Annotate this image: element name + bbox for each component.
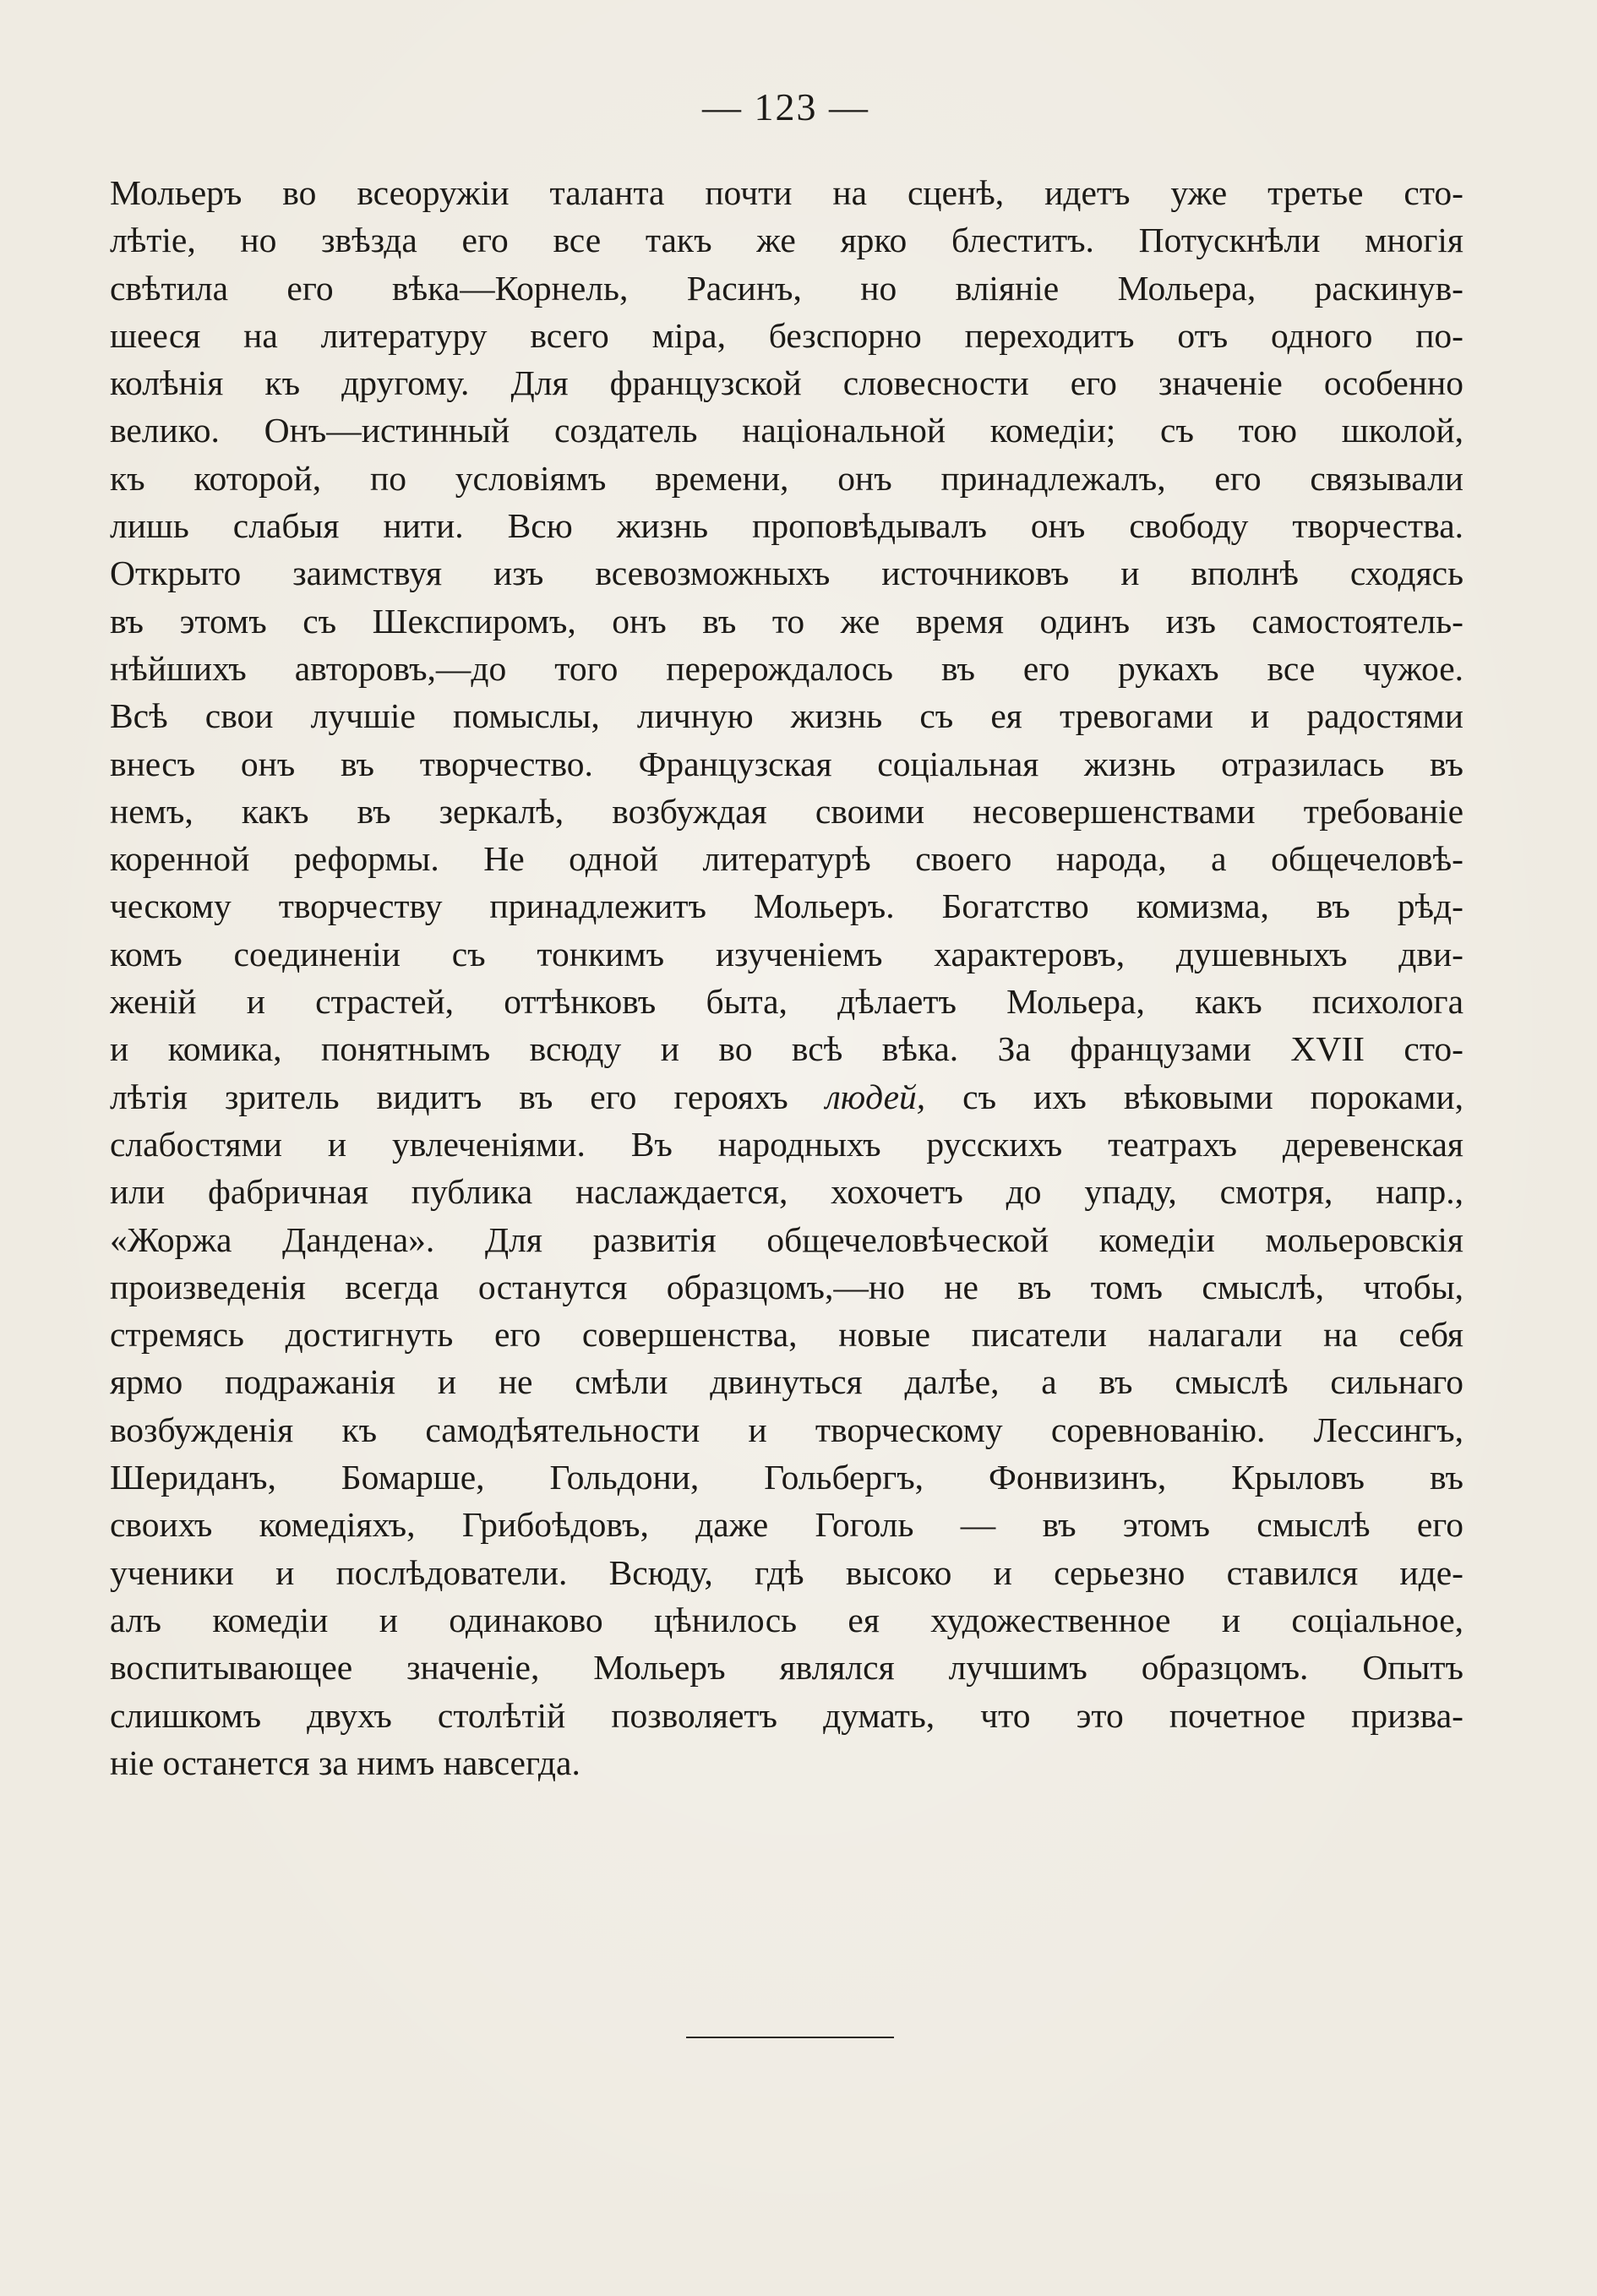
text-line — [110, 788, 1463, 835]
text-line — [110, 216, 1463, 264]
text-segment: произведенія всегда останутся образцомъ,—но не въ томъ смыслѣ, чтобы, — [110, 1267, 1463, 1306]
text-line — [110, 549, 1463, 597]
text-segment: комъ соединеніи съ тонкимъ изученіемъ характеровъ, душевныхъ дви- — [110, 934, 1463, 973]
text-line — [110, 1216, 1463, 1263]
text-line — [110, 312, 1463, 359]
text-line — [110, 882, 1463, 930]
text-segment: нѣйшихъ авторовъ,—до того перерождалось въ его рукахъ все чужое. — [110, 648, 1463, 688]
page-number: — 123 — — [702, 85, 869, 128]
text-line — [110, 1644, 1463, 1691]
text-segment: ческому творчеству принадлежитъ Мольеръ. Богатство комизма, въ рѣд- — [110, 886, 1463, 926]
text-segment: Мольеръ во всеоружіи таланта почти на сценѣ, идетъ уже третье сто- — [110, 173, 1463, 212]
text-line — [110, 406, 1463, 454]
text-segment: и комика, понятнымъ всюду и во всѣ вѣка. За французами XVII сто- — [110, 1029, 1463, 1069]
text-line — [110, 1121, 1463, 1168]
text-line — [110, 359, 1463, 406]
text-segment: свѣтила его вѣка—Корнель, Расинъ, но вліяніе Мольера, раскинув- — [110, 268, 1463, 308]
text-line — [110, 1692, 1463, 1739]
text-line — [110, 1073, 1463, 1121]
text-line — [110, 265, 1463, 312]
text-line — [110, 597, 1463, 645]
text-line — [110, 930, 1463, 978]
text-segment: немъ, какъ въ зеркалѣ, возбуждая своими несовершенствами требованіе — [110, 791, 1463, 831]
text-segment: ученики и послѣдователи. Всюду, гдѣ высоко и серьезно ставился иде- — [110, 1552, 1463, 1592]
text-segment: въ этомъ съ Шекспиромъ, онъ въ то же время одинъ изъ самостоятель- — [110, 601, 1463, 641]
text-line — [110, 1596, 1463, 1644]
text-line — [110, 1025, 1463, 1072]
text-segment: слишкомъ двухъ столѣтій позволяетъ думать, что это почетное призва- — [110, 1695, 1463, 1735]
text-segment: лѣтіе, но звѣзда его все такъ же ярко блеститъ. Потускнѣли многія — [110, 221, 1463, 260]
text-line — [110, 645, 1463, 692]
text-segment: коренной реформы. Не одной литературѣ своего народа, а общечеловѣ- — [110, 839, 1463, 879]
text-segment: съ ихъ вѣковыми пороками, — [925, 1077, 1463, 1116]
text-segment: женій и страстей, оттѣнковъ быта, дѣлаетъ Мольера, какъ психолога — [110, 982, 1463, 1022]
text-segment: алъ комедіи и одинаково цѣнилось ея художественное и соціальное, — [110, 1600, 1463, 1639]
text-segment: Открыто заимствуя изъ всевозможныхъ источниковъ и вполнѣ сходясь — [110, 554, 1463, 593]
text-line — [110, 835, 1463, 882]
text-line — [110, 1168, 1463, 1215]
text-line — [110, 692, 1463, 739]
text-segment: своихъ комедіяхъ, Грибоѣдовъ, даже Гоголь — въ этомъ смыслѣ его — [110, 1505, 1463, 1545]
text-segment: воспитывающее значеніе, Мольеръ являлся лучшимъ образцомъ. Опытъ — [110, 1648, 1463, 1688]
text-segment: лишь слабыя нити. Всю жизнь проповѣдывалъ онъ свободу творчества. — [110, 506, 1463, 546]
text-segment: стремясь достигнуть его совершенства, новые писатели налагали на себя — [110, 1315, 1463, 1355]
text-segment: велико. Онъ—истинный создатель національной комедіи; съ тою школой, — [110, 411, 1463, 450]
text-segment: слабостями и увлеченіями. Въ народныхъ русскихъ театрахъ деревенская — [110, 1124, 1463, 1164]
text-segment: возбужденія къ самодѣятельности и творческому соревнованію. Лессингъ, — [110, 1410, 1463, 1449]
text-line — [110, 1739, 1463, 1786]
text-segment: колѣнія къ другому. Для французской словесности его значеніе особенно — [110, 363, 1463, 403]
text-line — [110, 1263, 1463, 1311]
text-line — [110, 1501, 1463, 1548]
text-line — [110, 740, 1463, 788]
text-segment: внесъ онъ въ творчество. Французская соціальная жизнь отразилась въ — [110, 744, 1463, 783]
emphasized-word: людей, — [825, 1077, 926, 1116]
text-line — [110, 978, 1463, 1025]
text-segment: къ которой, по условіямъ времени, онъ принадлежалъ, его связывали — [110, 458, 1463, 498]
text-line — [110, 1453, 1463, 1501]
text-line — [110, 169, 1463, 216]
text-line — [110, 1406, 1463, 1453]
text-line — [110, 1311, 1463, 1358]
text-segment: Шериданъ, Бомарше, Гольдони, Гольбергъ, Фонвизинъ, Крыловъ въ — [110, 1458, 1463, 1497]
text-segment: ніе останется за нимъ навсегда. — [110, 1742, 580, 1782]
text-line — [110, 1549, 1463, 1596]
text-segment: или фабричная публика наслаждается, хохочетъ до упаду, смотря, напр., — [110, 1172, 1463, 1212]
text-segment: «Жоржа Дандена». Для развитія общечеловѣческой комедіи мольеровскія — [110, 1219, 1463, 1259]
text-line — [110, 455, 1463, 502]
body-text — [110, 169, 1463, 1786]
section-end-rule — [686, 2037, 894, 2038]
text-line — [110, 1358, 1463, 1405]
text-segment: Всѣ свои лучшіе помыслы, личную жизнь съ ея тревогами и радостями — [110, 696, 1463, 736]
text-segment: ярмо подражанія и не смѣли двинуться далѣе, а въ смыслѣ сильнаго — [110, 1362, 1463, 1402]
text-segment: лѣтія зритель видитъ въ его герояхъ — [110, 1077, 826, 1116]
text-line — [110, 502, 1463, 549]
text-segment: шееся на литературу всего міра, безспорно переходитъ отъ одного по- — [110, 315, 1463, 355]
